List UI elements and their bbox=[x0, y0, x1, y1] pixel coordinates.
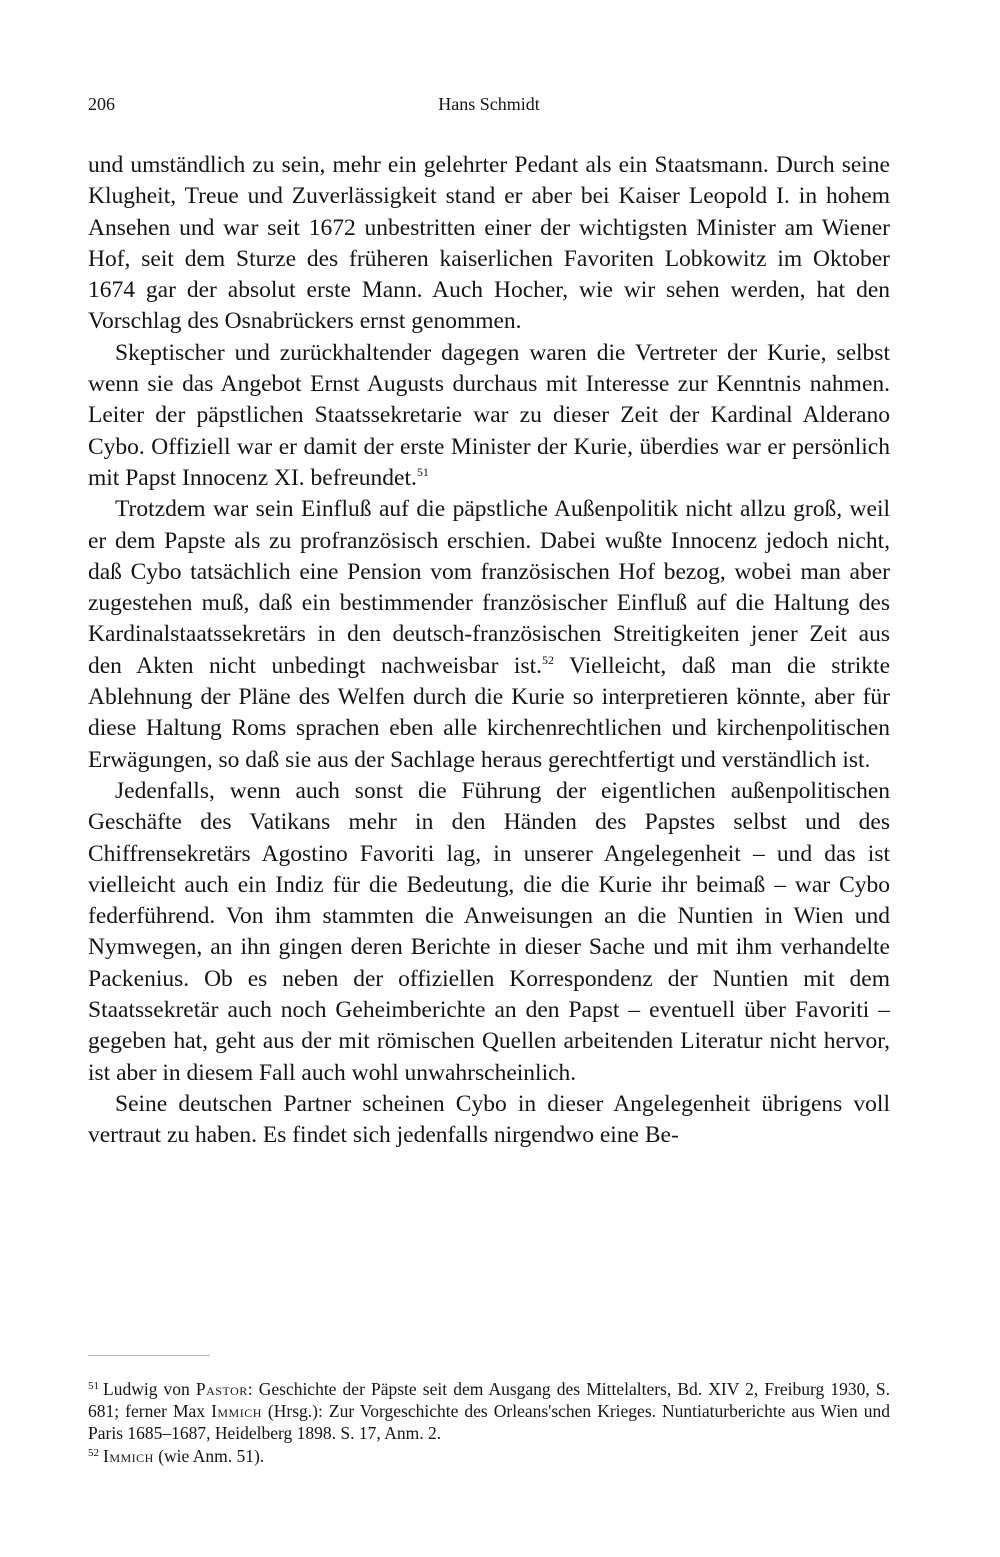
paragraph-3-text-a: Trotzdem war sein Einfluß auf die päpstliche Außenpolitik nicht allzu groß, weil er dem Papste als zu profranzösisch erschien. Dabei wußte Innocenz jedoch nicht, daß Cybo tatsächlich eine Pension vom französischen Hof bezog, wobei man aber zugestehen muß, daß ein bestimmender französischer Einfluß auf die Haltung des Kardinalstaatssekretärs in den deutsch-französischen Streitigkeiten jener Zeit aus den Akten nicht unbedingt nachweisbar ist. bbox=[88, 496, 890, 679]
paragraph-2-text: Skeptischer und zurückhaltender dagegen waren die Vertreter der Kurie, selbst wenn sie das Angebot Ernst Augusts durchaus mit Interesse zur Kenntnis nahmen. Leiter der päpstlichen Staatssekretarie war zu dieser Zeit der Kardinal Alderano Cybo. Offiziell war er damit der erste Minister der Kurie, überdies war er persönlich mit Papst Innocenz XI. befreundet. bbox=[88, 339, 890, 491]
paragraph-3-text-b: Vielleicht, daß man die strikte Ablehnung der Pläne des Welfen durch die Kurie so interpretieren könnte, aber für diese Haltung Roms sprachen eben alle kirchenrechtlichen und kirchenpolitischen Erwägungen, so daß sie aus der Sachlage heraus gerechtfertigt und verständlich ist. bbox=[88, 652, 890, 773]
footnote-51-author-immich: Immich bbox=[211, 1401, 262, 1422]
footnote-separator bbox=[88, 1355, 210, 1356]
footnote-52-author-immich: Immich bbox=[103, 1445, 154, 1466]
page-header bbox=[88, 94, 890, 122]
footnote-number-52: 52 bbox=[88, 1446, 99, 1459]
paragraph-1: und umständlich zu sein, mehr ein gelehrter Pedant als ein Staatsmann. Durch seine Klugheit, Treue und Zuverlässigkeit stand er aber bei Kaiser Leopold I. in hohem Ansehen und war seit 1672 unbestritten einer der wichtigsten Minister am Wiener Hof, seit dem Sturze des früheren kaiserlichen Favoriten Lobkowitz im Oktober 1674 gar der absolut erste Mann. Auch Hocher, wie wir sehen werden, hat den Vorschlag des Osnabrückers ernst genommen. bbox=[88, 152, 890, 335]
footnote-ref-51: 51 bbox=[416, 464, 429, 479]
footnote-51-part2: : Geschichte der Päpste seit dem Ausgang des Mittelalters, Bd. XIV 2, Freiburg 1930, S. 681; ferner Max bbox=[88, 1379, 890, 1422]
paragraph-4: Jedenfalls, wenn auch sonst die Führung der eigentlichen außenpolitischen Geschäfte des Vatikans mehr in den Händen des Papstes selbst und des Chiffrensekretärs Agostino Favoriti lag, in unserer Angelegenheit – und das ist vielleicht auch ein Indiz für die Bedeutung, die die Kurie ihr beimaß – war Cybo federführend. Von ihm stammten die Anweisungen an die Nuntien in Wien und Nymwegen, an ihn gingen deren Berichte in dieser Sache und mit ihm verhandelte Packenius. Ob es neben der offiziellen Korrespondenz der Nuntien mit dem Staatssekretär auch noch Geheimberichte an den Papst – eventuell über Favoriti – gegeben hat, geht aus der mit römischen Quellen arbeitenden Literatur nicht hervor, ist aber in diesem Fall auch wohl unwahrscheinlich. bbox=[88, 777, 890, 1086]
footnote-52-rest: (wie Anm. 51). bbox=[153, 1445, 265, 1466]
footnote-51-part3: (Hrsg.): Zur Vorgeschichte des Orleans'schen Krieges. Nuntiaturberichte aus Wien und Paris 1685–1687, Heidelberg 1898. S. 17, Anm. 2. bbox=[88, 1401, 890, 1444]
page-number: 206 bbox=[88, 94, 115, 114]
footnote-51 bbox=[88, 1378, 890, 1445]
main-text bbox=[88, 150, 890, 1152]
footnote-number-51: 51 bbox=[88, 1380, 99, 1392]
footnote-52 bbox=[88, 1445, 890, 1467]
footnote-51-part1: Ludwig von bbox=[103, 1379, 196, 1399]
paragraph-5: Seine deutschen Partner scheinen Cybo in dieser Angelegenheit übrigens voll vertraut zu haben. Es findet sich jedenfalls nirgendwo eine Be- bbox=[88, 1090, 890, 1149]
running-head: Hans Schmidt bbox=[438, 94, 540, 114]
paragraph-3 bbox=[88, 494, 890, 776]
footnotes bbox=[88, 1378, 890, 1467]
footnote-ref-52: 52 bbox=[542, 652, 555, 667]
paragraph-2 bbox=[88, 338, 890, 494]
footnote-51-author-pastor: Pastor bbox=[195, 1379, 248, 1399]
